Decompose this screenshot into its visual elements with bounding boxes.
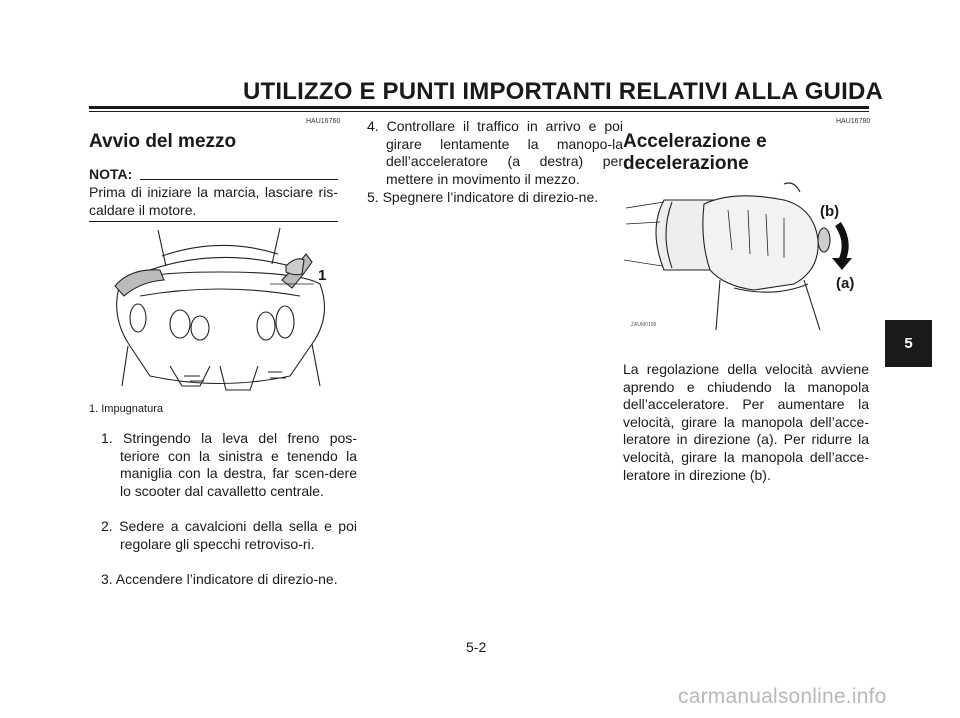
step-4: 4. Controllare il traffico in arrivo e poi girare lentamente la manopo-la dell’acceleratore (a destra) per mettere in movimento il mezzo. [367, 118, 623, 187]
step-3: 3. Accendere l’indicatore di direzio-ne. [101, 571, 338, 587]
figure-caption: 1. Impugnatura [89, 403, 163, 415]
direction-label-b: (b) [820, 203, 840, 220]
step-1: 1. Stringendo la leva del freno pos-teriore con la sinistra e tenendo la maniglia con la destra, far scen-dere lo scooter dal cavalletto centrale. [101, 430, 357, 499]
scooter-handlebar-figure [100, 226, 340, 394]
direction-label-a: (a) [836, 275, 855, 292]
chapter-tab: 5 [885, 320, 932, 367]
note-label: NOTA: [89, 166, 133, 182]
watermark: carmanualsonline.info [678, 685, 887, 708]
note-rule-top [140, 179, 338, 180]
header-rule-thin [89, 111, 869, 112]
section-title-accelerazione: Accelerazione e decelerazione [623, 131, 767, 174]
note-rule-bottom [89, 221, 338, 222]
page-number: 5-2 [466, 639, 487, 655]
figure-callout-1: 1 [318, 267, 327, 284]
paragraph-regolazione: La regolazione della velocità avviene aprendo e chiudendo la manopola dell’acceleratore. Per aumentare la velocità, girare la manopola dell’acce-leratore in direzione (a). Per ridurre la velocità, girare la manopola dell’acce-leratore in direzione (b). [623, 361, 869, 483]
page-header-title: UTILIZZO E PUNTI IMPORTANTI RELATIVI ALLA GUIDA [243, 78, 884, 105]
figure-code: ZAUM0199 [631, 322, 657, 328]
step-5: 5. Spegnere l’indicatore di direzio-ne. [367, 189, 599, 205]
header-rule-thick [89, 106, 869, 109]
step-2: 2. Sedere a cavalcioni della sella e poi regolare gli specchi retroviso-ri. [101, 518, 357, 552]
note-text: Prima di iniziare la marcia, lasciare ris-caldare il motore. [89, 184, 338, 218]
section-code-left: HAU16760 [306, 118, 341, 125]
section-code-right: HAU16780 [836, 118, 871, 125]
section-title-avvio: Avvio del mezzo [89, 131, 237, 152]
